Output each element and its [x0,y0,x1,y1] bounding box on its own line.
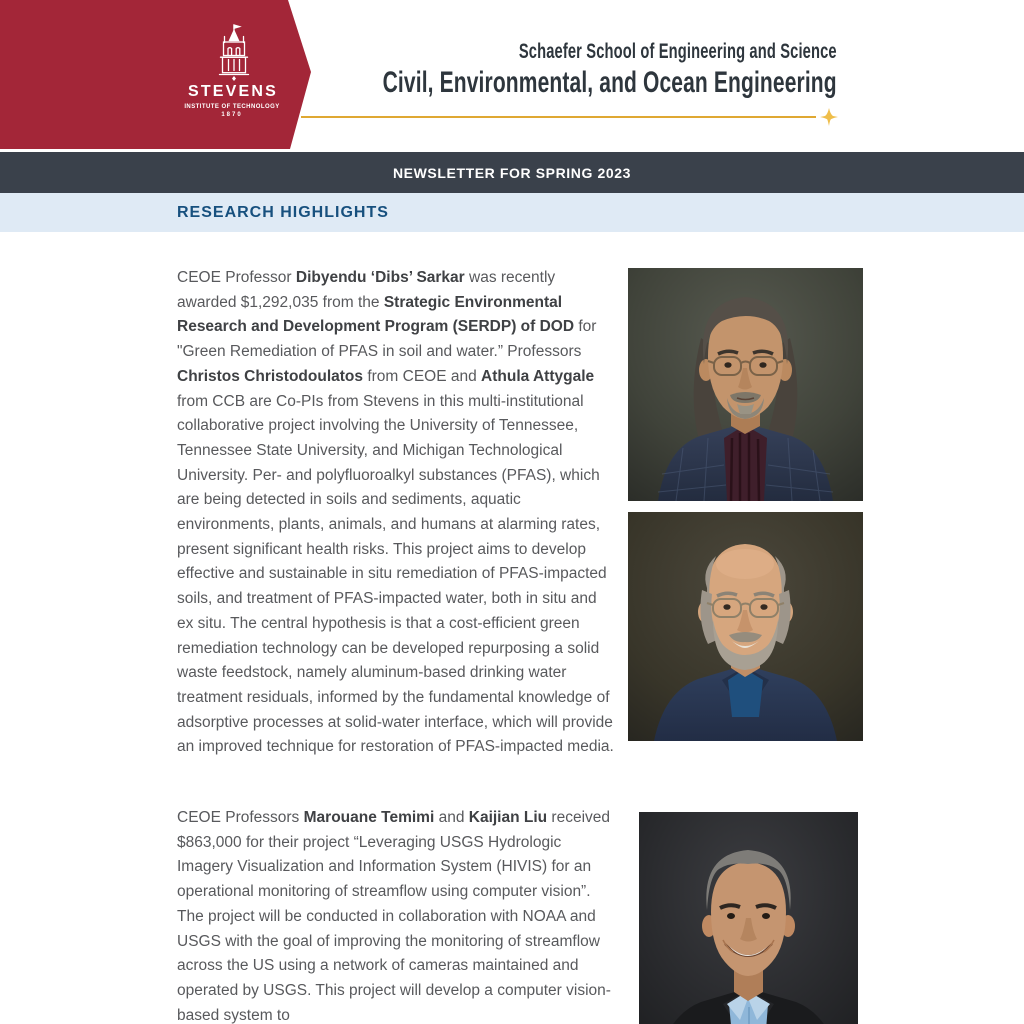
stevens-founding-year: 1870 [221,112,243,118]
photo-christos-christodoulatos [628,512,863,741]
shirt [724,425,767,501]
newsletter-banner [0,152,1024,193]
photo-dibyendu-sarkar [628,268,863,501]
stevens-tower-icon [205,24,259,82]
gold-divider-line [301,116,816,118]
section-title: RESEARCH HIGHLIGHTS [177,203,389,221]
school-name: Schaefer School of Engineering and Science [519,40,837,63]
section-band-research-highlights [0,193,1024,232]
sparkle-icon [819,107,839,127]
newsletter-banner-title: NEWSLETTER FOR SPRING 2023 [392,164,632,181]
stevens-logo [176,24,288,118]
stevens-institute-label: INSTITUTE OF TECHNOLOGY [184,104,280,110]
department-name: Civil, Environmental, and Ocean Engineering [382,66,837,99]
photo-marouane-temimi [639,812,858,1024]
masthead [0,0,1024,152]
article-sarkar-text: CEOE Professor Dibyendu ‘Dibs’ Sarkar was recently awarded $1,292,035 from the Strategic Environmental Research and Development Program (SERDP) of DOD for "Green Remediation of PFAS in soil and water.” Professors Christos Christodoulatos from CEOE and Athula Attygale from CCB are Co-PIs from Stevens in this multi-institutional collaborative project involving the University of Tennessee, Tennessee State University, and Michigan Technological University. Per- and polyfluoroalkyl substances (PFAS), which are being detected in soils and sediments, aquatic environments, plants, animals, and humans at alarming rates, present significant health risks. This project aims to develop effective and sustainable in situ remediation of PFAS-impacted soils, and treatment of PFAS-impacted water, both in situ and ex situ. The central hypothesis is that a cost-efficient green remediation technology can be developed repurposing a solid waste feedstock, namely aluminum-based drinking water treatment residuals, informed by the fundamental knowledge of adsorptive processes at solid-water interface, which will provide an improved technique for restoration of PFAS-impacted media. [177,269,614,756]
article-temimi-liu-text: CEOE Professors Marouane Temimi and Kaijian Liu received $863,000 for their project “Leveraging USGS Hydrologic Imagery Visualization and Information System (HIVIS) for an operational monitoring of streamflow using computer vision”. The project will be conducted in collaboration with NOAA and USGS with the goal of improving the monitoring of streamflow across the US using a network of cameras maintained and operated by USGS. This project will develop a computer vision-based system to [177,809,611,1024]
school-titles [383,40,837,99]
stevens-wordmark: STEVENS [187,83,279,100]
